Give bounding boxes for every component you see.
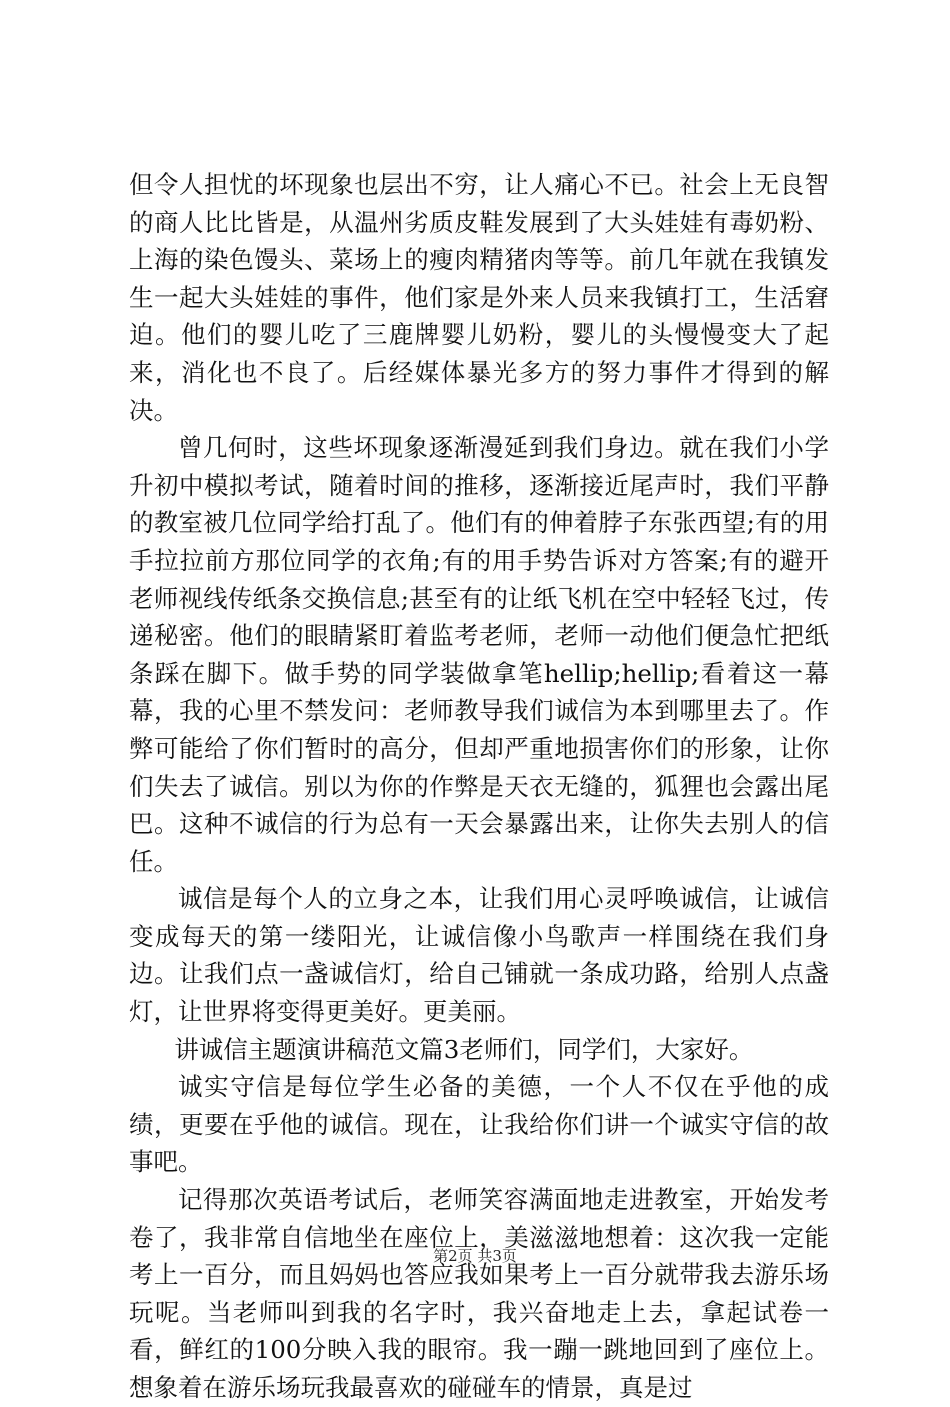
- paragraph-6: 记得那次英语考试后，老师笑容满面地走进教室，开始发考卷了，我非常自信地坐在座位上，美滋滋地想着：这次我一定能考上一百分，而且妈妈也答应我如果考上一百分就带我去游乐场玩呢。当老师叫到我的名字时，我兴奋地走上去，拿起试卷一看，鲜红的100分映入我的眼帘。我一蹦一跳地回到了座位上。想象着在游乐场玩我最喜欢的碰碰车的情景，真是过: [129, 1185, 829, 1402]
- paragraph-3: 诚信是每个人的立身之本，让我们用心灵呼唤诚信，让诚信变成每天的第一缕阳光，让诚信像小鸟歌声一样围绕在我们身边。让我们点一盏诚信灯，给自己铺就一条成功路，给别人点盏灯，让世界将变得更美好。更美丽。: [129, 884, 829, 1027]
- page-footer: 第2页 共3页: [433, 1247, 517, 1265]
- paragraph-5: 诚实守信是每位学生必备的美德，一个人不仅在乎他的成绩，更要在乎他的诚信。现在，让我给你们讲一个诚实守信的故事吧。: [129, 1072, 829, 1177]
- paragraph-2: 曾几何时，这些坏现象逐渐漫延到我们身边。就在我们小学升初中模拟考试，随着时间的推移，逐渐接近尾声时，我们平静的教室被几位同学给打乱了。他们有的伸着脖子东张西望;有的用手拉拉前方那位同学的衣角;有的用手势告诉对方答案;有的避开老师视线传纸条交换信息;甚至有的让纸飞机在空中轻轻飞过，传递秘密。他们的眼睛紧盯着监考老师，老师一动他们便急忙把纸条踩在脚下。做手势的同学装做拿笔hellip;hellip;看着这一幕幕，我的心里不禁发问：老师教导我们诚信为本到哪里去了。作弊可能给了你们暂时的高分，但却严重地损害你们的形象，让你们失去了诚信。别以为你的作弊是天衣无缝的，狐狸也会露出尾巴。这种不诚信的行为总有一天会暴露出来，让你失去别人的信任。: [129, 433, 829, 876]
- paragraph-4: 讲诚信主题演讲稿范文篇3老师们，同学们，大家好。: [174, 1034, 754, 1064]
- paragraph-1: 但令人担忧的坏现象也层出不穷，让人痛心不已。社会上无良智的商人比比皆是，从温州劣质皮鞋发展到了大头娃娃有毒奶粉、上海的染色馒头、菜场上的瘦肉精猪肉等等。前几年就在我镇发生一起大头娃娃的事件，他们家是外来人员来我镇打工，生活窘迫。他们的婴儿吃了三鹿牌婴儿奶粉，婴儿的头慢慢变大了起来，消化也不良了。后经媒体暴光多方的努力事件才得到的解决。: [129, 170, 829, 425]
- body-text: [129, 166, 829, 1407]
